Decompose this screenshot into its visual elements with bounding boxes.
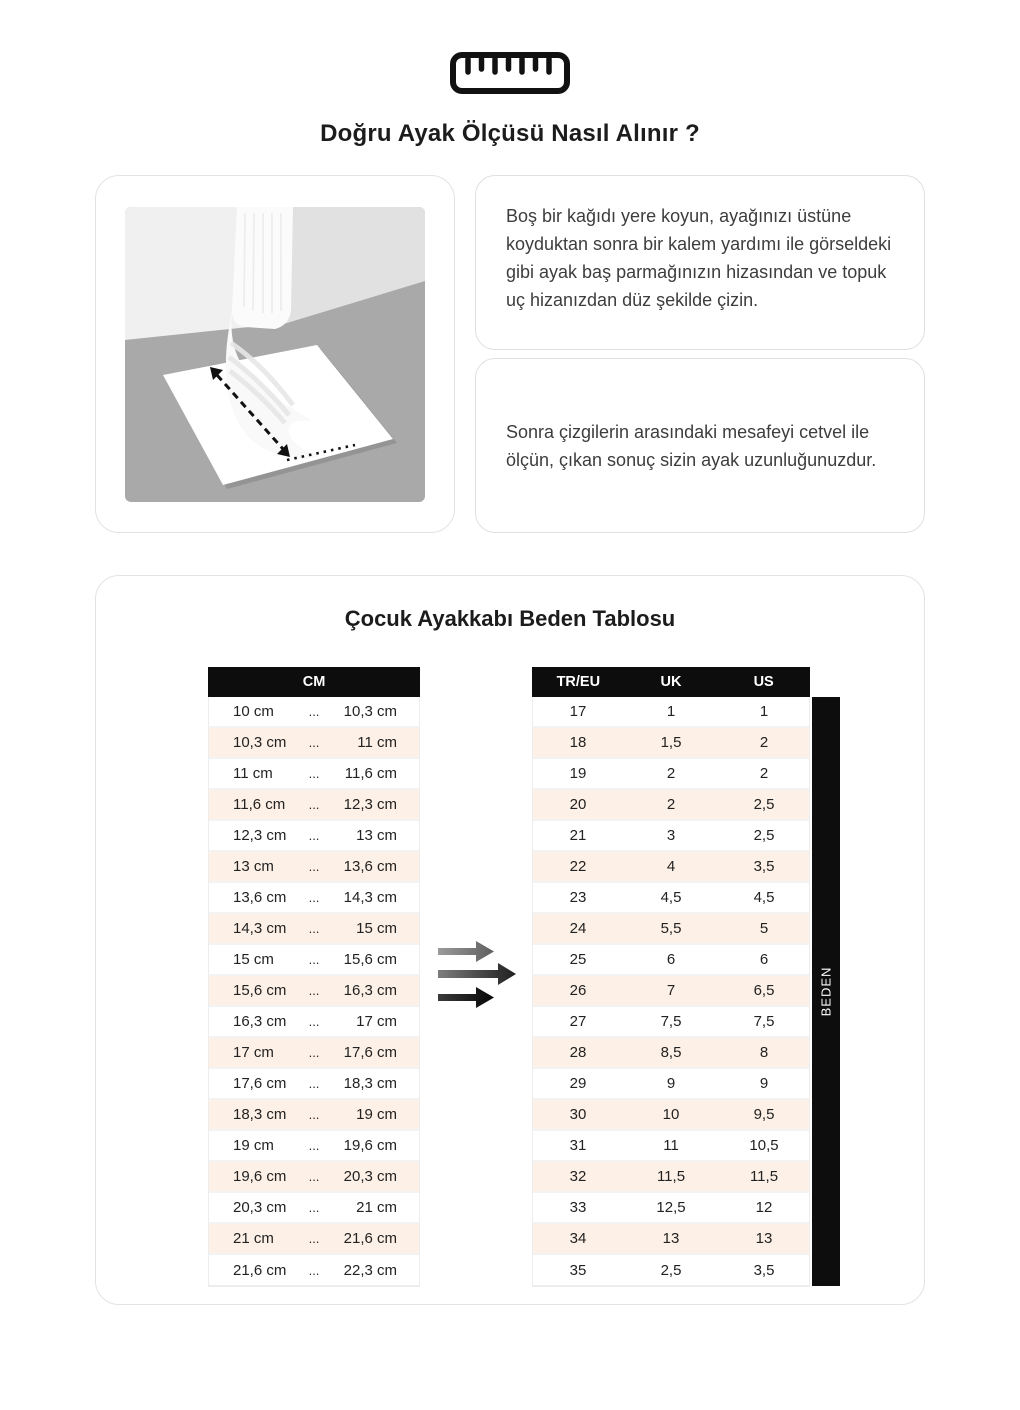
cm-table-row — [209, 697, 419, 728]
us-value: 12 — [719, 1193, 809, 1222]
tr-eu-value: 27 — [533, 1007, 623, 1036]
us-value: 9 — [719, 1069, 809, 1098]
cm-table-row — [209, 1224, 419, 1255]
uk-value: 2 — [626, 759, 716, 788]
foot-measure-photo — [125, 207, 425, 502]
us-value: 3,5 — [719, 852, 809, 881]
size-table-row — [533, 1100, 809, 1131]
us-value: 2 — [719, 759, 809, 788]
cm-from-value: 18,3 cm — [233, 1106, 287, 1123]
cm-from-value: 11 cm — [233, 765, 273, 782]
uk-value: 4 — [626, 852, 716, 881]
tr-eu-value: 30 — [533, 1100, 623, 1129]
us-value: 2 — [719, 728, 809, 757]
cm-to-value: 21,6 cm — [343, 1230, 397, 1247]
size-table-row — [533, 914, 809, 945]
range-dots: ... — [308, 952, 320, 967]
tr-eu-value: 35 — [533, 1256, 623, 1285]
cm-from-value: 13 cm — [233, 858, 274, 875]
size-table-row — [533, 945, 809, 976]
uk-value: 2,5 — [626, 1256, 716, 1285]
cm-table-row — [209, 883, 419, 914]
shoe-size-table — [532, 667, 810, 1287]
uk-value: 8,5 — [626, 1038, 716, 1067]
cm-from-value: 15 cm — [233, 951, 274, 968]
cm-to-value: 12,3 cm — [343, 796, 397, 813]
range-dots: ... — [308, 1169, 320, 1184]
cm-to-value: 18,3 cm — [343, 1075, 397, 1092]
uk-value: 5,5 — [626, 914, 716, 943]
cm-to-value: 13,6 cm — [343, 858, 397, 875]
tr-eu-value: 33 — [533, 1193, 623, 1222]
size-table-row — [533, 790, 809, 821]
page-title: Doğru Ayak Ölçüsü Nasıl Alınır ? — [320, 120, 700, 147]
transfer-arrows-icon — [436, 933, 516, 1022]
cm-to-value: 17,6 cm — [343, 1044, 397, 1061]
tr-eu-value: 23 — [533, 883, 623, 912]
uk-value: 13 — [626, 1224, 716, 1253]
cm-table-row — [209, 1038, 419, 1069]
us-value: 4,5 — [719, 883, 809, 912]
us-value: 9,5 — [719, 1100, 809, 1129]
range-dots: ... — [308, 1076, 320, 1091]
tr-eu-value: 17 — [533, 697, 623, 726]
size-table-row — [533, 759, 809, 790]
uk-value: 6 — [626, 945, 716, 974]
uk-value: 11,5 — [626, 1162, 716, 1191]
cm-from-value: 11,6 cm — [233, 796, 286, 813]
tr-eu-value: 18 — [533, 728, 623, 757]
foot-measure-photo-card — [95, 175, 455, 533]
how-to-texts — [475, 175, 925, 533]
tr-eu-value: 34 — [533, 1224, 623, 1253]
cm-to-value: 20,3 cm — [343, 1168, 397, 1185]
range-dots: ... — [308, 983, 320, 998]
tr-eu-value: 29 — [533, 1069, 623, 1098]
size-table-row — [533, 852, 809, 883]
cm-from-value: 15,6 cm — [233, 982, 287, 999]
uk-value: 3 — [626, 821, 716, 850]
cm-table-row — [209, 1131, 419, 1162]
range-dots: ... — [308, 1045, 320, 1060]
cm-table-row — [209, 852, 419, 883]
cm-table-body — [209, 697, 419, 1286]
size-table-row — [533, 1131, 809, 1162]
size-chart-title: Çocuk Ayakkabı Beden Tablosu — [344, 606, 676, 631]
cm-to-value: 11,6 cm — [344, 765, 397, 782]
range-dots: ... — [308, 1262, 320, 1278]
cm-to-value: 15 cm — [356, 920, 397, 937]
range-dots: ... — [308, 828, 320, 843]
cm-to-value: 22,3 cm — [343, 1261, 397, 1279]
size-table-row — [533, 1038, 809, 1069]
cm-to-value: 21 cm — [356, 1199, 397, 1216]
size-chart-card — [95, 575, 925, 1305]
beden-label-text: BEDEN — [818, 966, 834, 1017]
cm-from-value: 21 cm — [233, 1230, 274, 1247]
uk-value: 11 — [626, 1131, 716, 1160]
cm-table-row — [209, 790, 419, 821]
cm-to-value: 19 cm — [356, 1106, 397, 1123]
uk-value: 7,5 — [626, 1007, 716, 1036]
cm-table-row — [209, 914, 419, 945]
uk-value: 1 — [626, 697, 716, 726]
cm-header-label: CM — [302, 674, 326, 690]
instruction-step-1 — [475, 175, 925, 350]
cm-from-value: 10,3 cm — [233, 734, 287, 751]
size-table-row — [533, 1007, 809, 1038]
cm-from-value: 10 cm — [233, 703, 274, 720]
header-us: US — [753, 674, 774, 690]
cm-table-row — [209, 1100, 419, 1131]
uk-value: 12,5 — [626, 1193, 716, 1222]
cm-to-value: 19,6 cm — [343, 1137, 397, 1154]
us-value: 11,5 — [719, 1162, 809, 1191]
cm-from-value: 21,6 cm — [233, 1261, 287, 1279]
uk-value: 9 — [626, 1069, 716, 1098]
size-table-row — [533, 1162, 809, 1193]
cm-to-value: 11 cm — [357, 734, 397, 751]
cm-to-value: 13 cm — [356, 827, 397, 844]
cm-table-row — [209, 1255, 419, 1286]
size-table-row — [533, 1255, 809, 1286]
size-table-row — [533, 728, 809, 759]
cm-to-value: 10,3 cm — [343, 703, 397, 720]
header-uk: UK — [660, 674, 682, 690]
us-value: 7,5 — [719, 1007, 809, 1036]
tr-eu-value: 28 — [533, 1038, 623, 1067]
range-dots: ... — [308, 890, 320, 905]
cm-from-value: 19,6 cm — [233, 1168, 287, 1185]
tr-eu-value: 19 — [533, 759, 623, 788]
cm-from-value: 17 cm — [233, 1044, 274, 1061]
range-dots: ... — [308, 1200, 320, 1215]
uk-value: 7 — [626, 976, 716, 1005]
instruction-step-2 — [475, 358, 925, 533]
size-tables — [96, 667, 924, 1287]
us-value: 6 — [719, 945, 809, 974]
tr-eu-value: 24 — [533, 914, 623, 943]
tr-eu-value: 21 — [533, 821, 623, 850]
range-dots: ... — [308, 735, 320, 750]
range-dots: ... — [308, 859, 320, 874]
us-value: 5 — [719, 914, 809, 943]
cm-table-header — [208, 667, 420, 697]
size-table-row — [533, 976, 809, 1007]
range-dots: ... — [308, 797, 320, 812]
us-value: 2,5 — [719, 821, 809, 850]
range-dots: ... — [308, 1138, 320, 1153]
cm-to-value: 17 cm — [356, 1013, 397, 1030]
tr-eu-value: 25 — [533, 945, 623, 974]
uk-value: 1,5 — [626, 728, 716, 757]
uk-value: 4,5 — [626, 883, 716, 912]
cm-table-row — [209, 976, 419, 1007]
tr-eu-value: 22 — [533, 852, 623, 881]
size-table-row — [533, 697, 809, 728]
cm-from-value: 17,6 cm — [233, 1075, 287, 1092]
beden-vertical-label — [812, 697, 840, 1286]
cm-table-row — [209, 728, 419, 759]
cm-to-value: 16,3 cm — [343, 982, 397, 999]
cm-table-row — [209, 945, 419, 976]
tr-eu-value: 20 — [533, 790, 623, 819]
cm-table-row — [209, 1007, 419, 1038]
ruler-icon — [95, 50, 925, 96]
cm-from-value: 16,3 cm — [233, 1013, 287, 1030]
instruction-step-2-text: Sonra çizgilerin arasındaki mesafeyi cetvel ile ölçün, çıkan sonuç sizin ayak uzunluğunuzdur. — [506, 421, 877, 470]
tr-eu-value: 31 — [533, 1131, 623, 1160]
size-table-row — [533, 1224, 809, 1255]
size-table-row — [533, 1193, 809, 1224]
cm-to-value: 14,3 cm — [343, 889, 397, 906]
us-value: 3,5 — [719, 1256, 809, 1285]
range-dots: ... — [308, 704, 320, 719]
cm-from-value: 12,3 cm — [233, 827, 287, 844]
us-value: 10,5 — [719, 1131, 809, 1160]
us-value: 13 — [719, 1224, 809, 1253]
cm-table-row — [209, 1069, 419, 1100]
size-table-body — [533, 697, 809, 1286]
range-dots: ... — [308, 1107, 320, 1122]
header-tr-eu: TR/EU — [556, 674, 601, 690]
cm-range-table — [208, 667, 420, 1287]
cm-table-row — [209, 821, 419, 852]
cm-from-value: 14,3 cm — [233, 920, 287, 937]
cm-from-value: 19 cm — [233, 1137, 274, 1154]
tr-eu-value: 32 — [533, 1162, 623, 1191]
cm-to-value: 15,6 cm — [343, 951, 397, 968]
us-value: 1 — [719, 697, 809, 726]
us-value: 2,5 — [719, 790, 809, 819]
us-value: 6,5 — [719, 976, 809, 1005]
cm-from-value: 20,3 cm — [233, 1199, 287, 1216]
range-dots: ... — [308, 1014, 320, 1029]
uk-value: 2 — [626, 790, 716, 819]
how-to-section — [95, 175, 925, 533]
range-dots: ... — [308, 1231, 320, 1246]
range-dots: ... — [308, 921, 320, 936]
cm-table-row — [209, 1193, 419, 1224]
cm-from-value: 13,6 cm — [233, 889, 287, 906]
size-table-row — [533, 821, 809, 852]
instruction-step-1-text: Boş bir kağıdı yere koyun, ayağınızı üstüne koyduktan sonra bir kalem yardımı ile görseldeki gibi ayak baş parmağınızın hizasından ve topuk uç hizanızdan düz şekilde çizin. — [506, 206, 892, 310]
cm-table-row — [209, 759, 419, 790]
uk-value: 10 — [626, 1100, 716, 1129]
size-guide-page — [95, 50, 925, 1305]
tr-eu-value: 26 — [533, 976, 623, 1005]
size-table-header — [532, 667, 810, 697]
size-table-row — [533, 1069, 809, 1100]
size-table-row — [533, 883, 809, 914]
us-value: 8 — [719, 1038, 809, 1067]
cm-table-row — [209, 1162, 419, 1193]
range-dots: ... — [308, 766, 320, 781]
